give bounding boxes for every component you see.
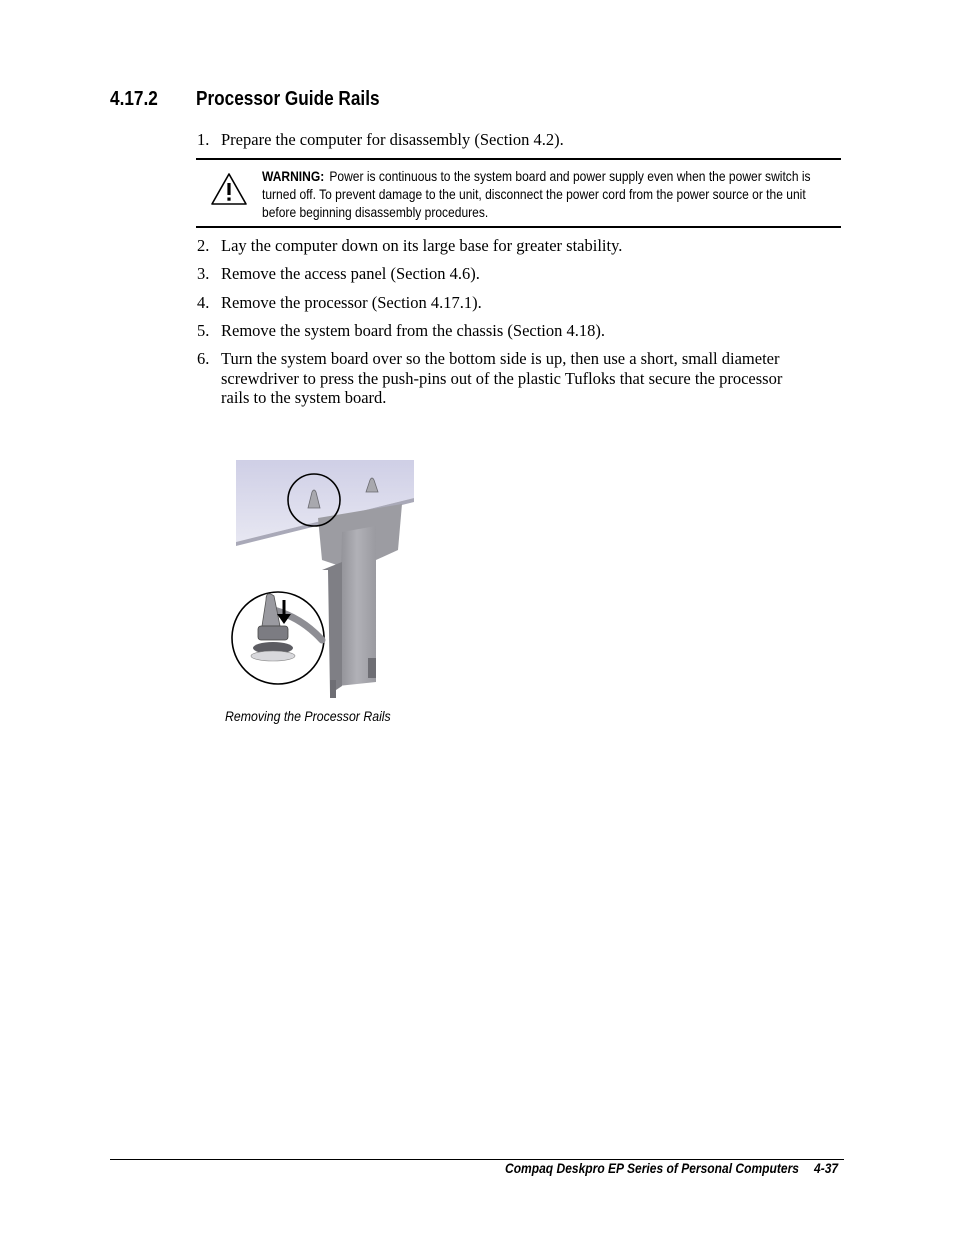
step-text: Lay the computer down on its large base for greater stability. [221,236,623,255]
section-number: 4.17.2 [110,88,158,110]
step-number: 6. [197,349,210,368]
step-number: 3. [197,264,210,283]
step-number: 4. [197,293,210,312]
warning-text [262,167,812,221]
section-heading [110,88,380,111]
step-text: Turn the system board over so the bottom side is up, then use a short, small diameter screwdriver to press the push-pins out of the plastic Tufloks that secure the processor rails to the system board. [221,349,783,407]
step-text: Remove the access panel (Section 4.6). [221,264,480,283]
page-number: 4-37 [814,1160,839,1176]
step-number: 5. [197,321,210,340]
warning-triangle-icon [210,172,248,206]
section-title: Processor Guide Rails [196,88,380,110]
step-text: Prepare the computer for disassembly (Section 4.2). [221,130,564,149]
step-number: 2. [197,236,210,255]
warning-body: Power is continuous to the system board and power supply even when the power switch is turned off. To prevent damage to the unit, disconnect the power cord from the power source or the unit before beginning disassembly procedures. [262,168,811,220]
figure-caption: Removing the Processor Rails [225,708,391,724]
warning-label: WARNING: [262,168,325,184]
step-text: Remove the system board from the chassis (Section 4.18). [221,321,606,340]
step-text: Remove the processor (Section 4.17.1). [221,293,482,312]
footer-title: Compaq Deskpro EP Series of Personal Computers [505,1160,799,1176]
processor-rail-illustration [226,450,426,706]
step-number: 1. [197,130,210,149]
warning-box [196,158,841,228]
